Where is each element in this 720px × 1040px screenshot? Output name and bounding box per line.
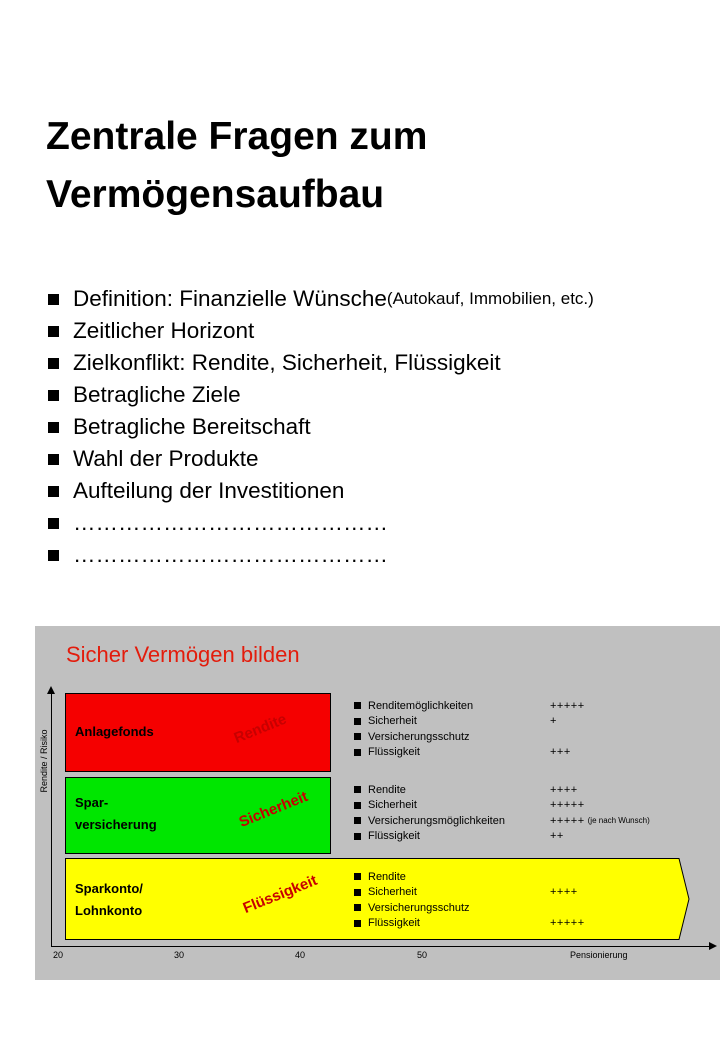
square-bullet-icon bbox=[48, 518, 59, 529]
list-item: Rendite bbox=[354, 869, 714, 885]
list-item: Zeitlicher Horizont bbox=[48, 315, 720, 347]
list-item: Flüssigkeit ++ bbox=[354, 829, 714, 845]
square-bullet-icon bbox=[354, 733, 361, 740]
page-title bbox=[46, 108, 686, 224]
square-bullet-icon bbox=[354, 749, 361, 756]
x-axis-arrow-icon bbox=[709, 942, 717, 950]
list-item: Flüssigkeit +++++ bbox=[354, 916, 714, 932]
square-bullet-icon bbox=[354, 920, 361, 927]
x-tick-40: 40 bbox=[295, 950, 306, 960]
list-item: Rendite ++++ bbox=[354, 782, 714, 798]
page-title-line-1: Zentrale Fragen zum bbox=[46, 115, 428, 158]
page-title-line-2: Vermögensaufbau bbox=[46, 173, 385, 216]
x-tick-50: 50 bbox=[417, 950, 428, 960]
square-bullet-icon bbox=[354, 718, 361, 725]
x-tick-20: 20 bbox=[53, 950, 64, 960]
list-item: Flüssigkeit +++ bbox=[354, 745, 714, 761]
list-item: Betragliche Ziele bbox=[48, 379, 720, 411]
square-bullet-icon bbox=[354, 817, 361, 824]
square-bullet-icon bbox=[354, 786, 361, 793]
square-bullet-icon bbox=[48, 358, 59, 369]
square-bullet-icon bbox=[354, 889, 361, 896]
diagonal-label-sicherheit: Sicherheit bbox=[236, 788, 311, 831]
square-bullet-icon bbox=[354, 873, 361, 880]
list-item: Renditemöglichkeiten +++++ bbox=[354, 698, 714, 714]
list-item: Sicherheit ++++ bbox=[354, 885, 714, 901]
square-bullet-icon bbox=[354, 802, 361, 809]
square-bullet-icon bbox=[354, 702, 361, 709]
wealth-diagram bbox=[35, 626, 720, 980]
attribute-list-sparkonto bbox=[354, 869, 714, 931]
square-bullet-icon bbox=[48, 422, 59, 433]
question-list bbox=[48, 283, 720, 571]
attribute-list-anlagefonds bbox=[354, 698, 714, 760]
list-item: Sicherheit + bbox=[354, 714, 714, 730]
attribute-list-sparversicherung bbox=[354, 782, 714, 844]
square-bullet-icon bbox=[354, 833, 361, 840]
square-bullet-icon bbox=[48, 486, 59, 497]
list-item: Sicherheit +++++ bbox=[354, 798, 714, 814]
diagram-title: Sicher Vermögen bilden bbox=[66, 642, 300, 667]
list-item: Versicherungsschutz bbox=[354, 900, 714, 916]
diagonal-label-fluessigkeit: Flüssigkeit bbox=[240, 871, 320, 917]
x-tick-pensionierung: Pensionierung bbox=[570, 950, 628, 960]
product-name-sparversicherung: Spar- versicherung bbox=[75, 795, 157, 832]
y-axis-label: Rendite / Risiko bbox=[39, 729, 49, 793]
y-axis bbox=[51, 692, 52, 947]
square-bullet-icon bbox=[48, 326, 59, 337]
list-item: Aufteilung der Investitionen bbox=[48, 475, 720, 507]
product-name-sparkonto: Sparkonto/ Lohnkonto bbox=[75, 881, 143, 918]
x-axis bbox=[51, 946, 711, 947]
square-bullet-icon bbox=[354, 904, 361, 911]
square-bullet-icon bbox=[48, 454, 59, 465]
list-item-note: (Autokauf, Immobilien, etc.) bbox=[386, 289, 594, 308]
square-bullet-icon bbox=[48, 390, 59, 401]
product-name-anlagefonds: Anlagefonds bbox=[75, 724, 154, 739]
list-item: Versicherungsmöglichkeiten +++++ (je nach Wunsch) bbox=[354, 813, 714, 829]
list-item: Definition: Finanzielle Wünsche (Autokauf, Immobilien, etc.) bbox=[48, 283, 720, 315]
diagonal-label-rendite: Rendite bbox=[231, 710, 290, 747]
list-item: …………………………………… bbox=[48, 539, 720, 571]
square-bullet-icon bbox=[48, 294, 59, 305]
list-item: Betragliche Bereitschaft bbox=[48, 411, 720, 443]
list-item: Versicherungsschutz bbox=[354, 729, 714, 745]
square-bullet-icon bbox=[48, 550, 59, 561]
x-tick-30: 30 bbox=[174, 950, 185, 960]
list-item: Wahl der Produkte bbox=[48, 443, 720, 475]
list-item: …………………………………… bbox=[48, 507, 720, 539]
list-item: Zielkonflikt: Rendite, Sicherheit, Flüssigkeit bbox=[48, 347, 720, 379]
